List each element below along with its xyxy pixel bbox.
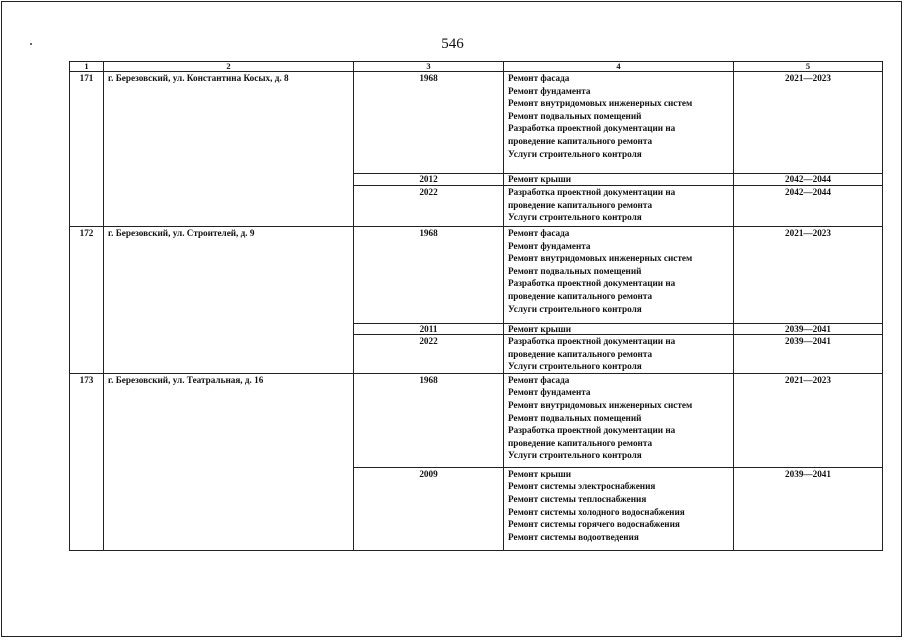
work-types	[504, 324, 734, 335]
work-types	[504, 227, 734, 324]
work-type: Ремонт системы водоотведения	[508, 531, 639, 542]
work-type: Ремонт фасада	[508, 374, 570, 385]
work-types	[504, 467, 734, 550]
build-year: 1968	[354, 373, 504, 467]
building-number: 171	[70, 72, 104, 227]
repair-period: 2021—2023	[734, 72, 883, 174]
work-type: Ремонт фасада	[508, 228, 570, 238]
work-type: Разработка проектной документации на	[508, 336, 676, 346]
work-type: Ремонт фундамента	[508, 240, 591, 251]
work-type: Ремонт подвальных помещений	[508, 110, 642, 121]
work-type: Ремонт фундамента	[508, 387, 591, 398]
work-type: Разработка проектной документации на	[508, 425, 676, 436]
page-number: 546	[441, 36, 464, 52]
work-type: Ремонт внутридомовых инженерных систем	[508, 98, 693, 109]
work-type: Услуги строительного контроля	[508, 361, 642, 372]
work-type: проведение капитального ремонта	[508, 135, 653, 146]
work-type: Разработка проектной документации на	[508, 278, 676, 289]
build-year: 2012	[354, 174, 504, 186]
header-col-5: 5	[734, 62, 883, 72]
building-number: 173	[70, 373, 104, 550]
header-row	[70, 62, 883, 72]
header-col-3: 3	[354, 62, 504, 72]
work-type: проведение капитального ремонта	[508, 199, 653, 210]
work-type: Услуги строительного контроля	[508, 212, 642, 223]
building-address: г. Березовский, ул. Строителей, д. 9	[104, 227, 354, 374]
work-type: Ремонт внутридомовых инженерных систем	[508, 399, 693, 410]
work-type: Услуги строительного контроля	[508, 450, 642, 461]
repair-period: 2042—2044	[734, 186, 883, 227]
table-row	[70, 373, 883, 467]
work-type: проведение капитального ремонта	[508, 290, 653, 301]
work-types	[504, 72, 734, 174]
repair-period: 2042—2044	[734, 174, 883, 186]
work-type: Ремонт крыши	[508, 324, 572, 334]
work-type: Ремонт подвальных помещений	[508, 265, 642, 276]
build-year: 1968	[354, 227, 504, 324]
build-year: 2022	[354, 335, 504, 374]
work-type: Разработка проектной документации на	[508, 187, 676, 197]
building-address: г. Березовский, ул. Константина Косых, д. 8	[104, 72, 354, 227]
work-type: Ремонт системы горячего водоснабжения	[508, 519, 680, 530]
table-row	[70, 227, 883, 324]
build-year: 2011	[354, 324, 504, 335]
work-type: Услуги строительного контроля	[508, 303, 642, 314]
header-col-4: 4	[504, 62, 734, 72]
work-type: Ремонт фундамента	[508, 85, 591, 96]
work-type: проведение капитального ремонта	[508, 437, 653, 448]
building-address: г. Березовский, ул. Театральная, д. 16	[104, 373, 354, 550]
work-types	[504, 174, 734, 186]
work-type: Услуги строительного контроля	[508, 148, 642, 159]
work-type: Ремонт системы холодного водоснабжения	[508, 506, 685, 517]
repair-period: 2039—2041	[734, 467, 883, 550]
repair-period: 2021—2023	[734, 373, 883, 467]
repair-period: 2039—2041	[734, 324, 883, 335]
work-type: Ремонт внутридомовых инженерных систем	[508, 253, 693, 264]
work-types	[504, 373, 734, 467]
build-year: 2009	[354, 467, 504, 550]
work-type: Разработка проектной документации на	[508, 123, 676, 134]
header-col-1: 1	[70, 62, 104, 72]
header-col-2: 2	[104, 62, 354, 72]
build-year: 2022	[354, 186, 504, 227]
build-year: 1968	[354, 72, 504, 174]
repair-period: 2021—2023	[734, 227, 883, 324]
work-type: Ремонт крыши	[508, 468, 572, 479]
repair-period: 2039—2041	[734, 335, 883, 374]
work-type: Ремонт крыши	[508, 174, 572, 184]
work-types	[504, 335, 734, 374]
work-types	[504, 186, 734, 227]
work-type: Ремонт системы теплоснабжения	[508, 493, 647, 504]
capital-repair-table	[69, 61, 883, 551]
work-type: Ремонт фасада	[508, 73, 570, 83]
table-row	[70, 72, 883, 174]
work-type: проведение капитального ремонта	[508, 348, 653, 359]
work-type: Ремонт системы электроснабжения	[508, 481, 656, 492]
work-type: Ремонт подвальных помещений	[508, 412, 642, 423]
building-number: 172	[70, 227, 104, 374]
